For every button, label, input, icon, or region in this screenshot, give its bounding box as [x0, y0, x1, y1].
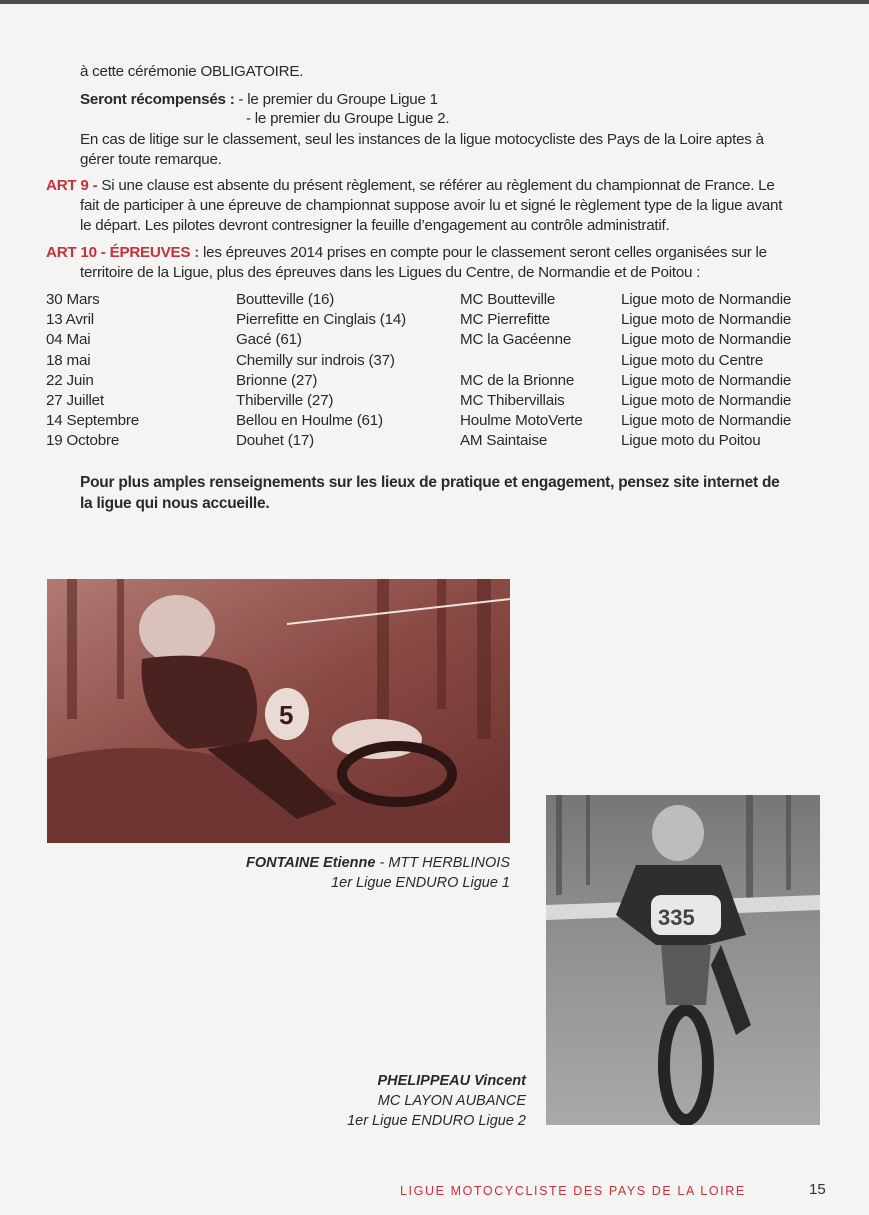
event-league: Ligue moto de Normandie — [621, 392, 792, 410]
rider-photo-2 — [546, 795, 820, 1125]
event-club: MC Thibervillais — [460, 392, 565, 410]
event-place: Chemilly sur indrois (37) — [236, 351, 395, 369]
photo-fontaine — [47, 579, 510, 843]
event-place: Brionne (27) — [236, 371, 318, 389]
event-place: Thiberville (27) — [236, 392, 334, 410]
event-place: Pierrefitte en Cinglais (14) — [236, 311, 406, 329]
events-leagues-column — [621, 290, 791, 452]
event-place: Boutteville (16) — [236, 291, 335, 308]
caption-1-club: - MTT HERBLINOIS — [375, 855, 510, 871]
art9-text-1: Si une clause est absente du présent règlement, se référer au règlement du championnat de France. Le — [97, 177, 775, 194]
caption-2-club: MC LAYON AUBANCE — [377, 1093, 526, 1109]
art10-line-1 — [46, 243, 767, 263]
event-club: MC Boutteville — [460, 291, 556, 308]
event-place: Bellou en Houlme (61) — [236, 412, 383, 430]
art9-label: ART 9 - — [46, 177, 98, 194]
event-club: MC Pierrefitte — [460, 311, 551, 329]
rewards-row — [80, 90, 438, 110]
event-league: Ligue moto de Normandie — [621, 412, 792, 430]
footer-title: LIGUE MOTOCYCLISTE DES PAYS DE LA LOIRE — [400, 1184, 746, 1198]
caption-1-name: FONTAINE Etienne — [246, 855, 376, 871]
rider-photo-1 — [47, 579, 510, 843]
event-league: Ligue moto de Normandie — [621, 311, 792, 329]
event-club: MC la Gacéenne — [460, 331, 572, 349]
caption-photo-2 — [280, 1071, 526, 1131]
page-number: 15 — [809, 1181, 826, 1198]
notice-line-1: Pour plus amples renseignements sur les lieux de pratique et engagement, pensez site internet de — [80, 474, 780, 491]
event-club — [460, 351, 583, 371]
event-league: Ligue moto de Normandie — [621, 331, 792, 349]
bike-number-2: 335 — [658, 905, 695, 930]
art10-line-2: territoire de la Ligue, plus des épreuves dans les Ligues du Centre, de Normandie et de Poitou : — [80, 264, 701, 281]
litige-line-1: En cas de litige sur le classement, seul les instances de la ligue motocycliste des Pays de la Loire aptes à — [80, 131, 764, 148]
caption-2-name: PHELIPPEAU Vincent — [377, 1073, 526, 1089]
notice-line-2: la ligue qui nous accueille. — [80, 495, 270, 512]
event-date: 30 Mars — [46, 291, 100, 308]
art10-label: ART 10 - ÉPREUVES : — [46, 244, 200, 261]
event-place: Gacé (61) — [236, 331, 302, 349]
art10-text-1: les épreuves 2014 prises en compte pour le classement seront celles organisées sur le — [199, 244, 767, 261]
art9-line-1 — [46, 176, 775, 196]
event-club: Houlme MotoVerte — [460, 412, 583, 430]
top-rule — [0, 0, 869, 4]
event-league: Ligue moto de Normandie — [621, 291, 792, 308]
litige-line-2: gérer toute remarque. — [80, 151, 222, 168]
art9-line-3: le départ. Les pilotes devront contresigner la feuille d’engagement au contrôle administratif. — [80, 217, 670, 234]
event-date: 19 Octobre — [46, 432, 120, 450]
caption-1-title: 1er Ligue ENDURO Ligue 1 — [331, 875, 510, 891]
caption-photo-1 — [150, 853, 510, 893]
event-date: 27 Juillet — [46, 392, 104, 410]
event-league: Ligue moto de Normandie — [621, 371, 792, 389]
rewards-label: Seront récompensés : — [80, 91, 235, 108]
event-club: AM Saintaise — [460, 432, 548, 450]
art9-line-2: fait de participer à une épreuve de championnat suppose avoir lu et signé le règlement type de la ligue avant — [80, 197, 783, 214]
photo-phelippeau — [546, 795, 820, 1125]
event-date: 18 mai — [46, 351, 91, 369]
event-place: Douhet (17) — [236, 432, 315, 450]
events-clubs-column — [460, 290, 583, 452]
bike-number-1: 5 — [279, 700, 294, 730]
event-league: Ligue moto du Poitou — [621, 432, 761, 450]
event-date: 04 Mai — [46, 331, 91, 349]
event-date: 14 Septembre — [46, 412, 140, 430]
event-club: MC de la Brionne — [460, 371, 575, 389]
caption-2-title: 1er Ligue ENDURO Ligue 2 — [347, 1113, 526, 1129]
event-league: Ligue moto du Centre — [621, 351, 764, 369]
reward-2: - le premier du Groupe Ligue 2. — [246, 110, 450, 127]
ceremony-line: à cette cérémonie OBLIGATOIRE. — [80, 63, 304, 80]
event-date: 22 Juin — [46, 371, 94, 389]
events-dates-column — [46, 290, 139, 452]
events-places-column — [236, 290, 406, 452]
reward-1: - le premier du Groupe Ligue 1 — [238, 91, 438, 108]
event-date: 13 Avril — [46, 311, 94, 329]
